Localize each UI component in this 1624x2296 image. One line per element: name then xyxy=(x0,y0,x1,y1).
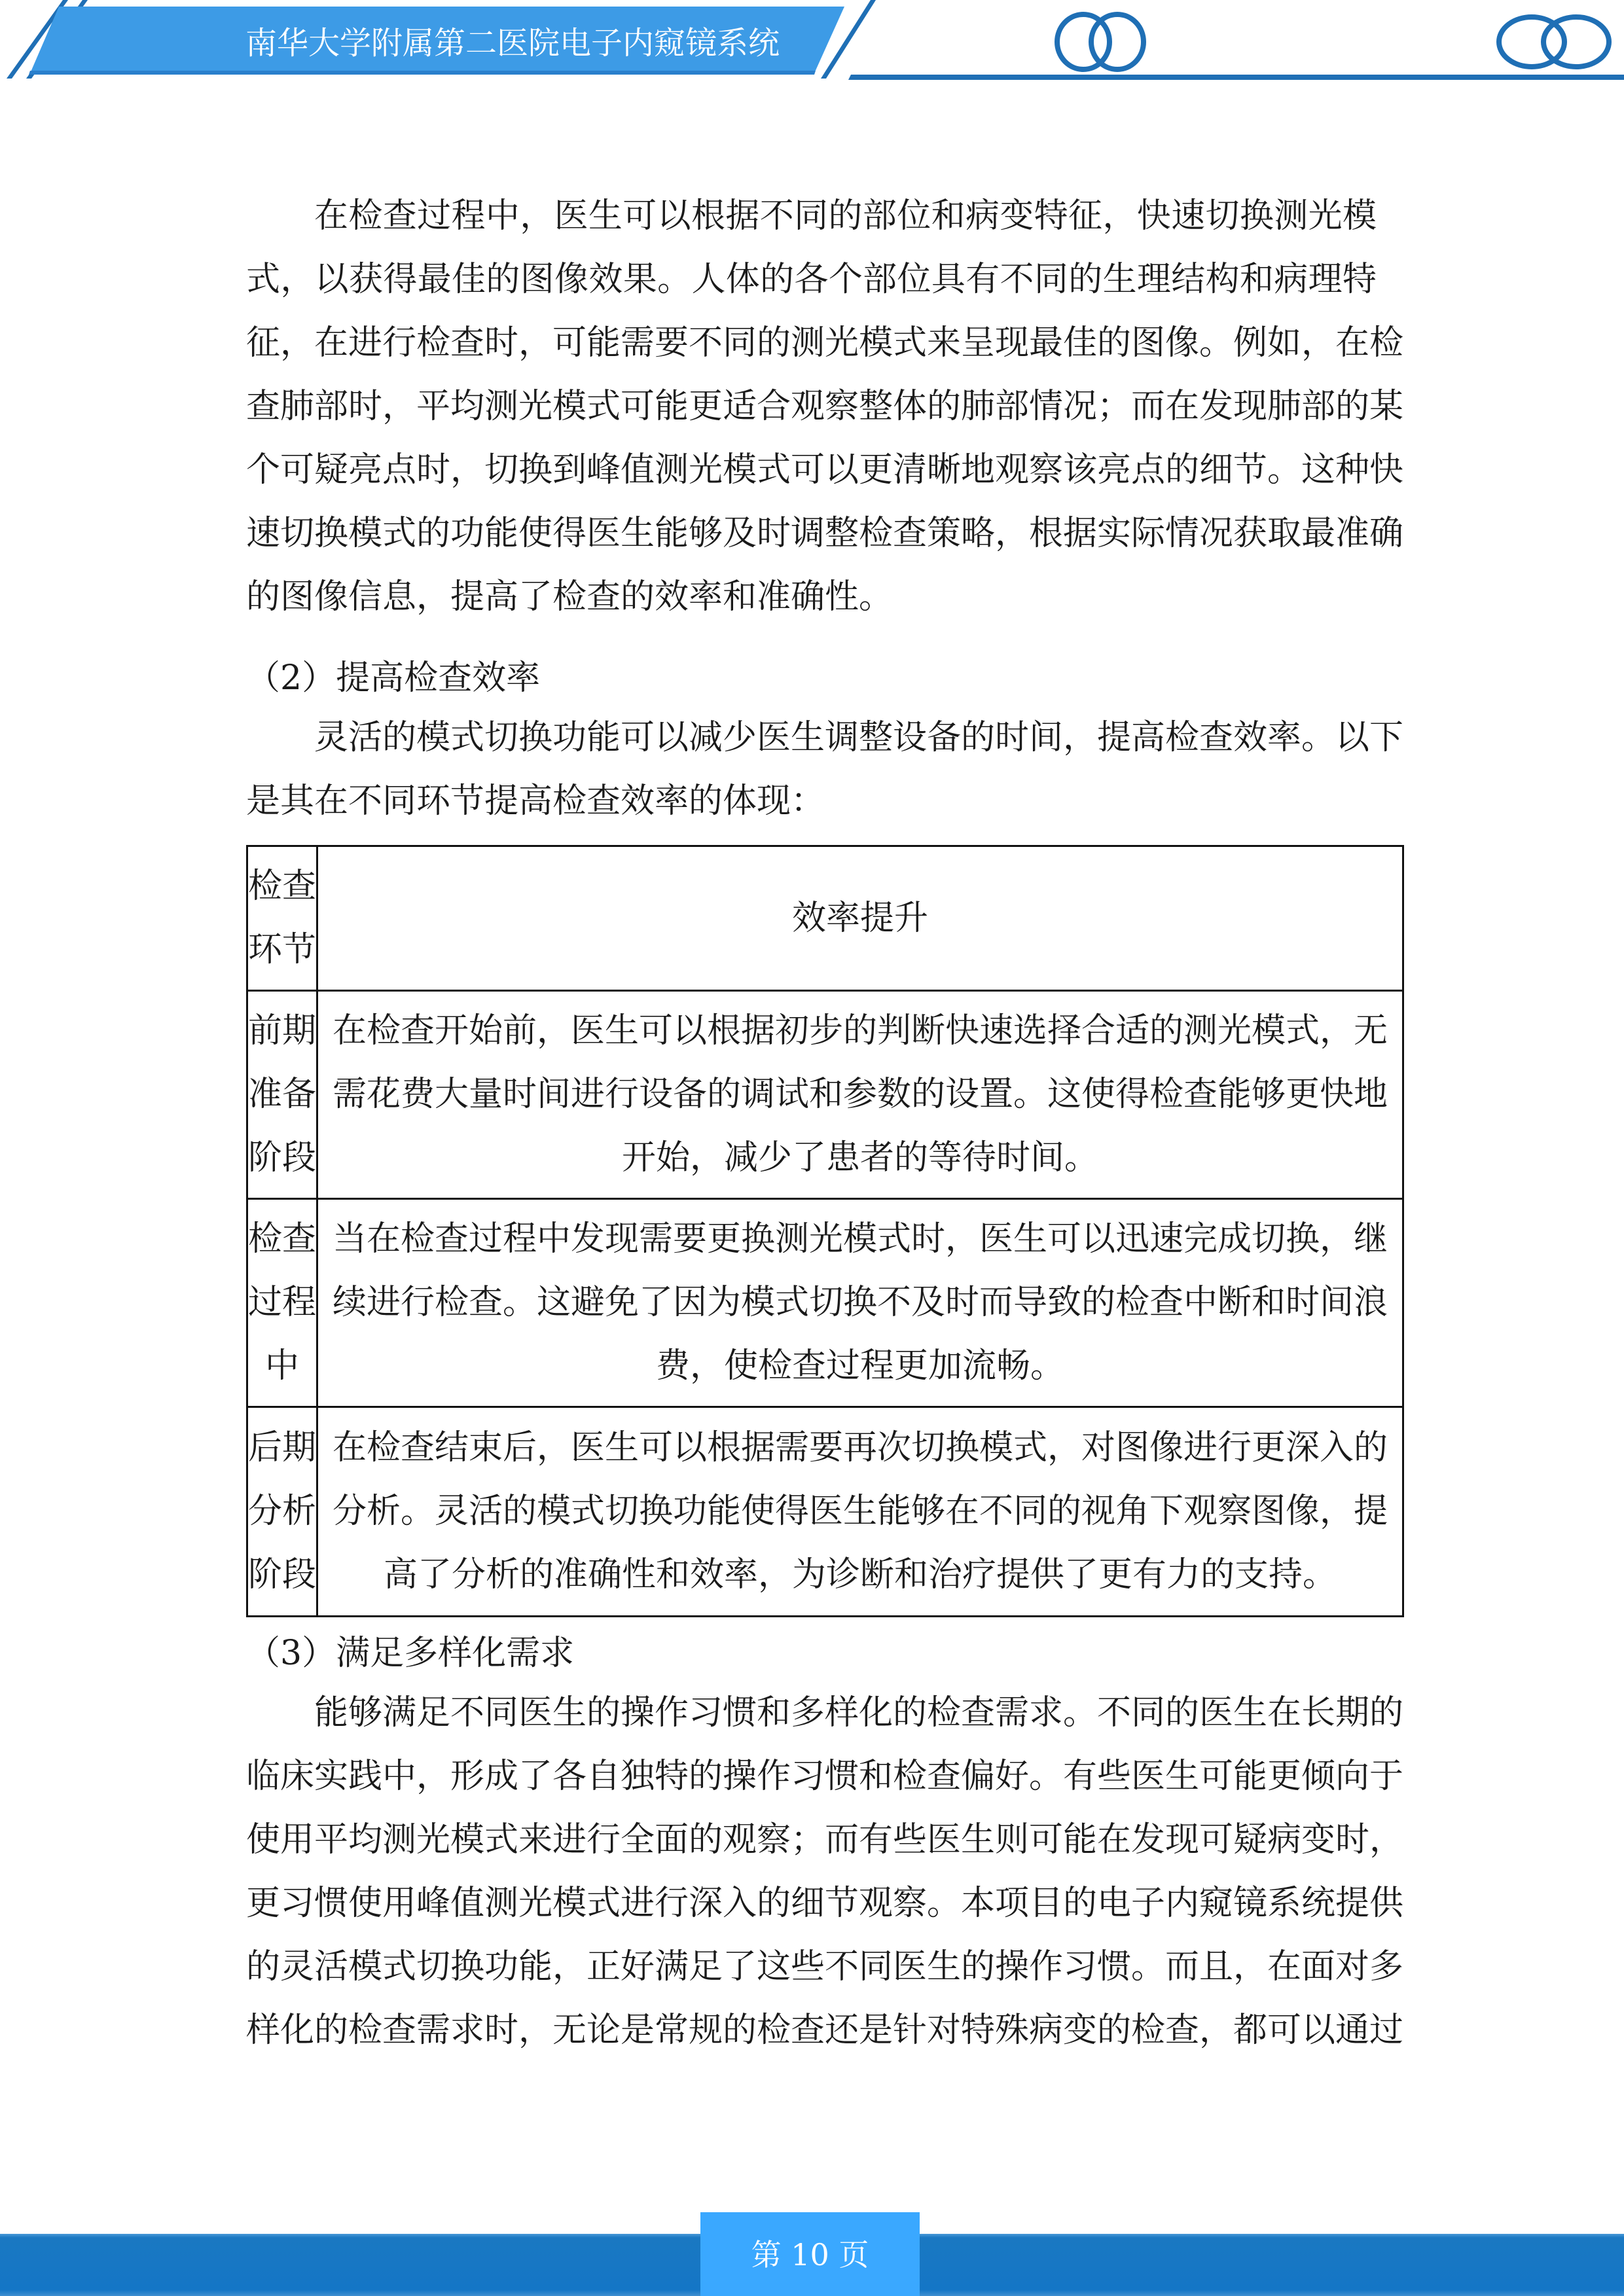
cell-text: 分析 xyxy=(248,1492,317,1531)
page-header xyxy=(0,0,1624,85)
text-line: 在检查过程中，医生可以根据不同的部位和病变特征，快速切换测光模 xyxy=(314,196,1377,236)
paragraph-1 xyxy=(246,185,1404,629)
cell-text: 阶段 xyxy=(248,1138,317,1177)
logo-rings-icon xyxy=(1057,14,1144,69)
cell-text: 当在检查过程中发现需要更换测光模式时，医生可以迅速完成切换，继 xyxy=(333,1219,1388,1259)
cell-text: 中 xyxy=(265,1346,300,1386)
cell-text: 在检查开始前，医生可以根据初步的判断快速选择合适的测光模式，无 xyxy=(333,1011,1388,1050)
table-row xyxy=(247,1407,1403,1617)
text-line: 使用平均测光模式来进行全面的观察；而有些医生则可能在发现可疑病变时， xyxy=(246,1820,1404,1859)
table-row xyxy=(247,991,1403,1199)
section-heading-2: （2）提高检查效率 xyxy=(246,658,541,698)
cell-text: 在检查结束后，医生可以根据需要再次切换模式，对图像进行更深入的 xyxy=(333,1428,1388,1467)
improvement-cell xyxy=(317,991,1403,1199)
text-line: 临床实践中，形成了各自独特的操作习惯和检查偏好。有些医生可能更倾向于 xyxy=(246,1757,1404,1796)
cell-text: 阶段 xyxy=(248,1555,317,1594)
efficiency-table xyxy=(246,845,1404,1617)
cell-text: 后期 xyxy=(248,1428,317,1467)
cell-text: 前期 xyxy=(248,1011,317,1050)
text-line: 速切换模式的功能使得医生能够及时调整检查策略，根据实际情况获取最准确 xyxy=(246,514,1404,553)
cell-text: 费，使检查过程更加流畅。 xyxy=(656,1346,1065,1386)
text-line: 更习惯使用峰值测光模式进行深入的细节观察。本项目的电子内窥镜系统提供 xyxy=(246,1884,1404,1923)
text-line: 是其在不同环节提高检查效率的体现： xyxy=(246,781,825,821)
paragraph-2 xyxy=(246,706,1404,833)
header-cell-improvement xyxy=(317,846,1403,991)
text-line: 个可疑亮点时，切换到峰值测光模式可以更清晰地观察该亮点的细节。这种快 xyxy=(246,450,1404,490)
page-number-box xyxy=(700,2212,920,2296)
cell-text: 续进行检查。这避免了因为模式切换不及时而导致的检查中断和时间浪 xyxy=(333,1283,1388,1322)
improvement-cell xyxy=(317,1407,1403,1617)
page-number: 第 10 页 xyxy=(751,2237,869,2272)
text-line: 能够满足不同医生的操作习惯和多样化的检查需求。不同的医生在长期的 xyxy=(314,1693,1404,1732)
cell-text: 过程 xyxy=(248,1283,317,1322)
cell-text: 高了分析的准确性和效率，为诊断和治疗提供了更有力的支持。 xyxy=(384,1555,1337,1594)
text-line: 灵活的模式切换功能可以减少医生调整设备的时间，提高检查效率。以下 xyxy=(314,718,1404,757)
table-header-row xyxy=(247,846,1403,991)
table-row xyxy=(247,1199,1403,1407)
header-title: 南华大学附属第二医院电子内窥镜系统 xyxy=(245,25,780,62)
text-line: 的灵活模式切换功能，正好满足了这些不同医生的操作习惯。而且，在面对多 xyxy=(246,1947,1404,1986)
cell-text: 准备 xyxy=(248,1075,317,1114)
header-cell-stage xyxy=(247,846,317,991)
text-line: 查肺部时，平均测光模式可能更适合观察整体的肺部情况；而在发现肺部的某 xyxy=(246,387,1404,426)
header-decoration xyxy=(0,0,1624,85)
cell-text: 环节 xyxy=(248,930,317,969)
text-line: 的图像信息，提高了检查的效率和准确性。 xyxy=(246,577,893,617)
cell-text: 检查 xyxy=(248,867,317,906)
cell-text: 检查 xyxy=(248,1219,317,1259)
cell-text: 分析。灵活的模式切换功能使得医生能够在不同的视角下观察图像，提 xyxy=(333,1492,1388,1531)
text-line: 式，以获得最佳的图像效果。人体的各个部位具有不同的生理结构和病理特 xyxy=(246,260,1377,299)
logo-rings-icon xyxy=(1499,17,1609,67)
text-line: 征，在进行检查时，可能需要不同的测光模式来呈现最佳的图像。例如，在检 xyxy=(246,323,1404,363)
improvement-cell xyxy=(317,1199,1403,1407)
cell-text: 开始，减少了患者的等待时间。 xyxy=(622,1138,1099,1177)
paragraph-3 xyxy=(246,1681,1404,2062)
text-line: 样化的检查需求时，无论是常规的检查还是针对特殊病变的检查，都可以通过 xyxy=(246,2011,1404,2050)
stage-cell xyxy=(247,991,317,1199)
cell-text: 效率提升 xyxy=(792,898,929,938)
stage-cell xyxy=(247,1407,317,1617)
cell-text: 需花费大量时间进行设备的调试和参数的设置。这使得检查能够更快地 xyxy=(333,1075,1388,1114)
section-heading-3: （3）满足多样化需求 xyxy=(246,1634,575,1673)
stage-cell xyxy=(247,1199,317,1407)
